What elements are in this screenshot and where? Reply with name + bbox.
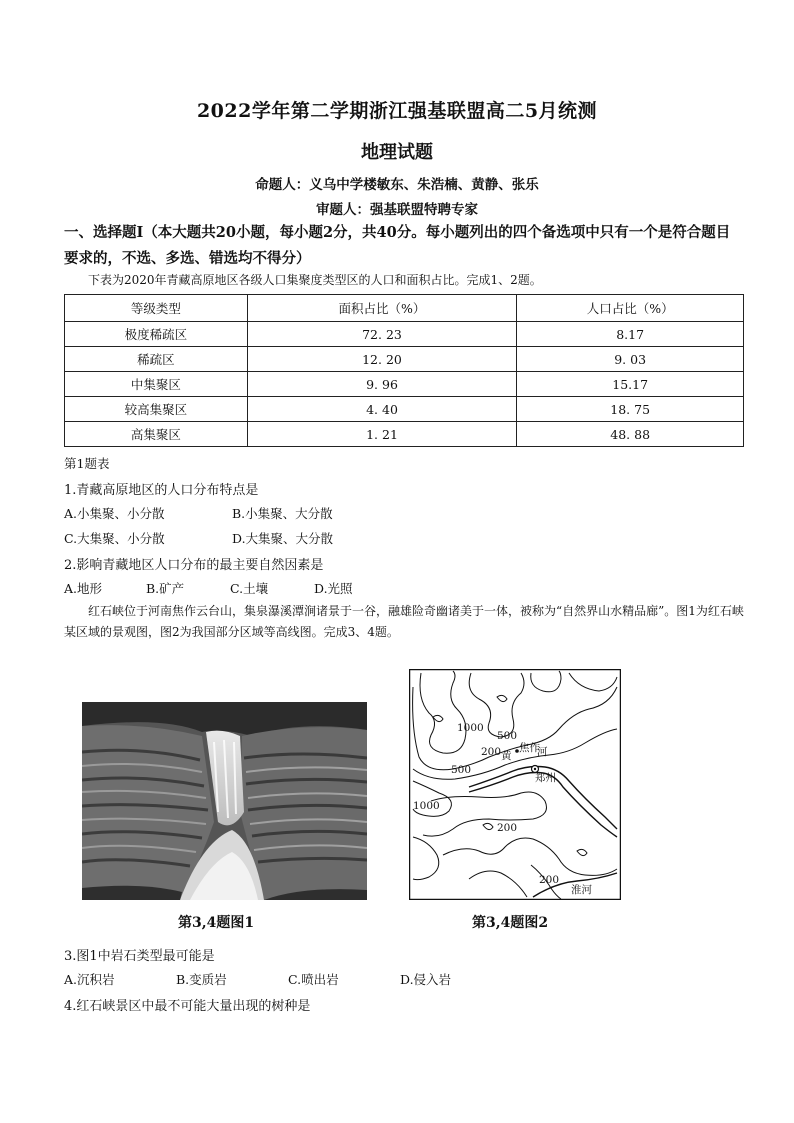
river-label-huang: 黄 xyxy=(501,750,512,762)
table-header-cell: 人口占比（%） xyxy=(517,295,744,322)
population-table xyxy=(64,294,744,447)
table-cell: 48. 88 xyxy=(517,422,744,447)
contour-map xyxy=(409,669,621,900)
contour-label: 200 xyxy=(539,874,560,886)
contour-label: 200 xyxy=(481,746,502,758)
exam-title: 2022学年第二学期浙江强基联盟高二5月统测 xyxy=(196,100,598,122)
question-1-option-c: C.大集聚、小分散 xyxy=(64,531,165,546)
table-header-cell: 面积占比（%） xyxy=(247,295,517,322)
table-row xyxy=(65,347,744,372)
table-cell: 18. 75 xyxy=(517,397,744,422)
table-cell: 8.17 xyxy=(517,322,744,347)
question-2-option-a: A.地形 xyxy=(64,581,103,596)
question-2-stem: 2.影响青藏地区人口分布的最主要自然因素是 xyxy=(64,558,324,573)
table-cell: 较高集聚区 xyxy=(65,397,248,422)
table-cell: 12. 20 xyxy=(247,347,517,372)
table-cell: 高集聚区 xyxy=(65,422,248,447)
question-setters: 命题人：义乌中学楼敏东、朱浩楠、黄静、张乐 xyxy=(255,177,539,193)
zhengzhou-city-dot xyxy=(534,768,536,770)
question-3-option-b: B.变质岩 xyxy=(176,972,227,987)
table-row xyxy=(65,322,744,347)
section-heading: 一、选择题Ⅰ（本大题共20小题，每小题2分，共40分。每小题列出的四个备选项中只有一个是符合题目要求的，不选、多选、错选均不得分） xyxy=(64,224,731,267)
question-1-option-d: D.大集聚、大分散 xyxy=(232,531,334,546)
question-2-option-b: B.矿产 xyxy=(146,581,185,596)
river-label-he: 河 xyxy=(537,746,548,758)
table-row xyxy=(65,422,744,447)
table-caption: 第1题表 xyxy=(64,456,110,471)
table-cell: 4. 40 xyxy=(247,397,517,422)
figure-2-caption: 第3,4题图2 xyxy=(472,915,549,931)
question-1-stem: 1.青藏高原地区的人口分布特点是 xyxy=(64,483,259,498)
question-2-option-c: C.土壤 xyxy=(230,581,269,596)
contour-label: 500 xyxy=(451,764,472,776)
question-4-stem: 4.红石峡景区中最不可能大量出现的树种是 xyxy=(64,999,311,1014)
question-3-option-a: A.沉积岩 xyxy=(64,972,115,987)
contour-label: 1000 xyxy=(457,722,484,734)
table-row xyxy=(65,372,744,397)
table-cell: 稀疏区 xyxy=(65,347,248,372)
table-cell: 72. 23 xyxy=(247,322,517,347)
place-label-jiaozuo: 焦作 xyxy=(519,742,540,754)
passage-hongshixia: 红石峡位于河南焦作云台山，集泉瀑溪潭涧诸景于一谷，融雄险奇幽诸美于一体，被称为“自然界山水精品廊”。图1为红石峡某区域的景观图，图2为我国部分区域等高线图。完成3、4题。 xyxy=(64,604,744,639)
table-intro: 下表为2020年青藏高原地区各级人口集聚度类型区的人口和面积占比。完成1、2题。 xyxy=(88,273,542,287)
exam-subject: 地理试题 xyxy=(361,142,433,163)
question-3-stem: 3.图1中岩石类型最可能是 xyxy=(64,949,215,964)
table-header-row xyxy=(65,295,744,322)
table-header-cell: 等级类型 xyxy=(65,295,248,322)
question-1-option-a: A.小集聚、小分散 xyxy=(64,506,165,521)
table-cell: 9. 96 xyxy=(247,372,517,397)
contour-label: 1000 xyxy=(413,800,440,812)
river-label-huaihe: 淮河 xyxy=(571,884,592,896)
table-cell: 1. 21 xyxy=(247,422,517,447)
question-2-option-d: D.光照 xyxy=(314,581,353,596)
table-cell: 中集聚区 xyxy=(65,372,248,397)
table-row xyxy=(65,397,744,422)
contour-label: 200 xyxy=(497,822,518,834)
question-3-option-c: C.喷出岩 xyxy=(288,972,339,987)
table-cell: 极度稀疏区 xyxy=(65,322,248,347)
figure-1-caption: 第3,4题图1 xyxy=(178,915,255,931)
table-cell: 9. 03 xyxy=(517,347,744,372)
map-frame xyxy=(410,670,621,900)
canyon-photo xyxy=(82,702,367,900)
table-cell: 15.17 xyxy=(517,372,744,397)
contour-label: 500 xyxy=(497,730,518,742)
place-label-zhengzhou: 郑州 xyxy=(535,772,556,784)
question-1-option-b: B.小集聚、大分散 xyxy=(232,506,333,521)
question-reviewer: 审题人：强基联盟特聘专家 xyxy=(316,202,478,218)
question-3-option-d: D.侵入岩 xyxy=(400,972,452,987)
